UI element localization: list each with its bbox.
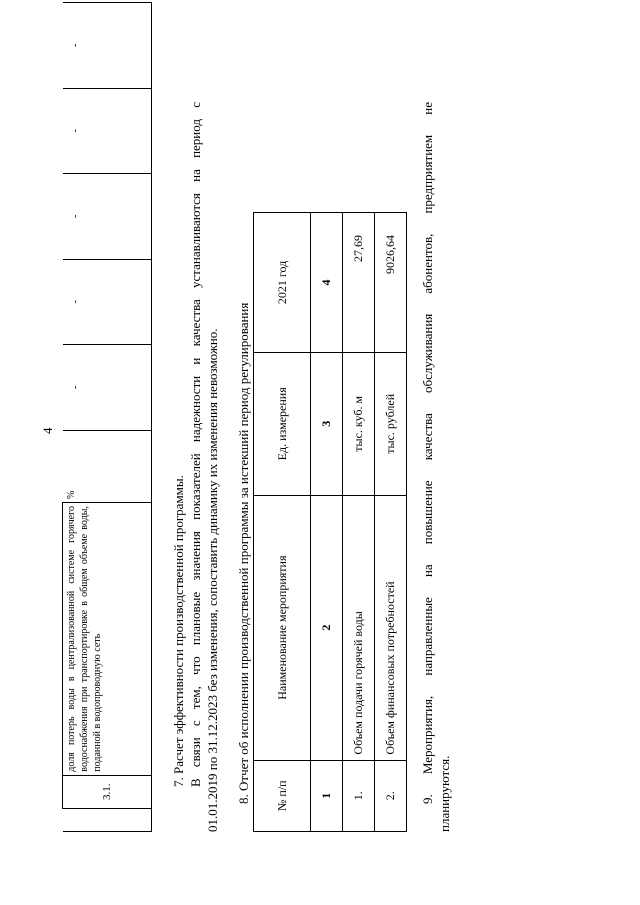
- program-report-table: [253, 212, 407, 832]
- rotated-document-page: [22, 2, 622, 842]
- section-9-text-line-2: планируются.: [437, 755, 452, 832]
- activity-name-cell: Объем подачи горячей воды: [343, 495, 375, 760]
- value-cell: 27,69: [343, 213, 375, 353]
- value-cell: -: [63, 174, 152, 260]
- table-row: [375, 213, 407, 832]
- row-number-cell: 3.1.: [63, 775, 152, 808]
- section-9-text-line-1: 9. Мероприятия, направленные на повышение качества обслуживания абонентов, предприятием не: [420, 102, 435, 804]
- unit-cell: %: [63, 430, 152, 502]
- column-number-cell: 2: [311, 495, 343, 760]
- table-row: [343, 213, 375, 832]
- section-8-heading: 8. Отчет об исполнении производственной программы за истекший период регулирования: [236, 302, 251, 804]
- value-cell: -: [63, 259, 152, 345]
- header-cell-unit: Ед. измерения: [254, 352, 311, 495]
- header-cell-year: 2021 год: [254, 213, 311, 353]
- value-cell: 9026,64: [375, 213, 407, 353]
- row-number-cell: 2.: [375, 760, 407, 831]
- column-number-row: [311, 213, 343, 832]
- header-cell-number: № п/п: [254, 760, 311, 831]
- value-cell: -: [63, 345, 152, 431]
- page-number: 4: [40, 427, 55, 434]
- activity-name-cell: Объем финансовых потребностей: [375, 495, 407, 760]
- table-header-row: [254, 213, 311, 832]
- section-7-text-line-2: 01.01.2019 по 31.12.2023 без изменения, сопоставить динамику их изменения невозможно.: [205, 328, 220, 832]
- indicators-table-continuation: [62, 2, 152, 832]
- table-row: [63, 3, 152, 832]
- value-cell: -: [63, 3, 152, 89]
- unit-cell: тыс. рублей: [375, 352, 407, 495]
- value-cell: -: [63, 88, 152, 174]
- section-7-heading: 7. Расчет эффективности производственной программы.: [171, 475, 186, 787]
- table-cell-empty: [63, 808, 152, 831]
- header-cell-name: Наименование мероприятия: [254, 495, 311, 760]
- row-number-cell: 1.: [343, 760, 375, 831]
- indicator-description-cell: доля потерь воды в централизованной системе горячего водоснабжения при транспортировке в общем объеме воды, поданной в водопроводную сеть: [63, 503, 152, 776]
- column-number-cell: 3: [311, 352, 343, 495]
- unit-cell: тыс. куб. м: [343, 352, 375, 495]
- column-number-cell: 1: [311, 760, 343, 831]
- column-number-cell: 4: [311, 213, 343, 353]
- section-7-text-line-1: В связи с тем, что плановые значения показателей надежности и качества устанавливаются на период с: [188, 102, 203, 787]
